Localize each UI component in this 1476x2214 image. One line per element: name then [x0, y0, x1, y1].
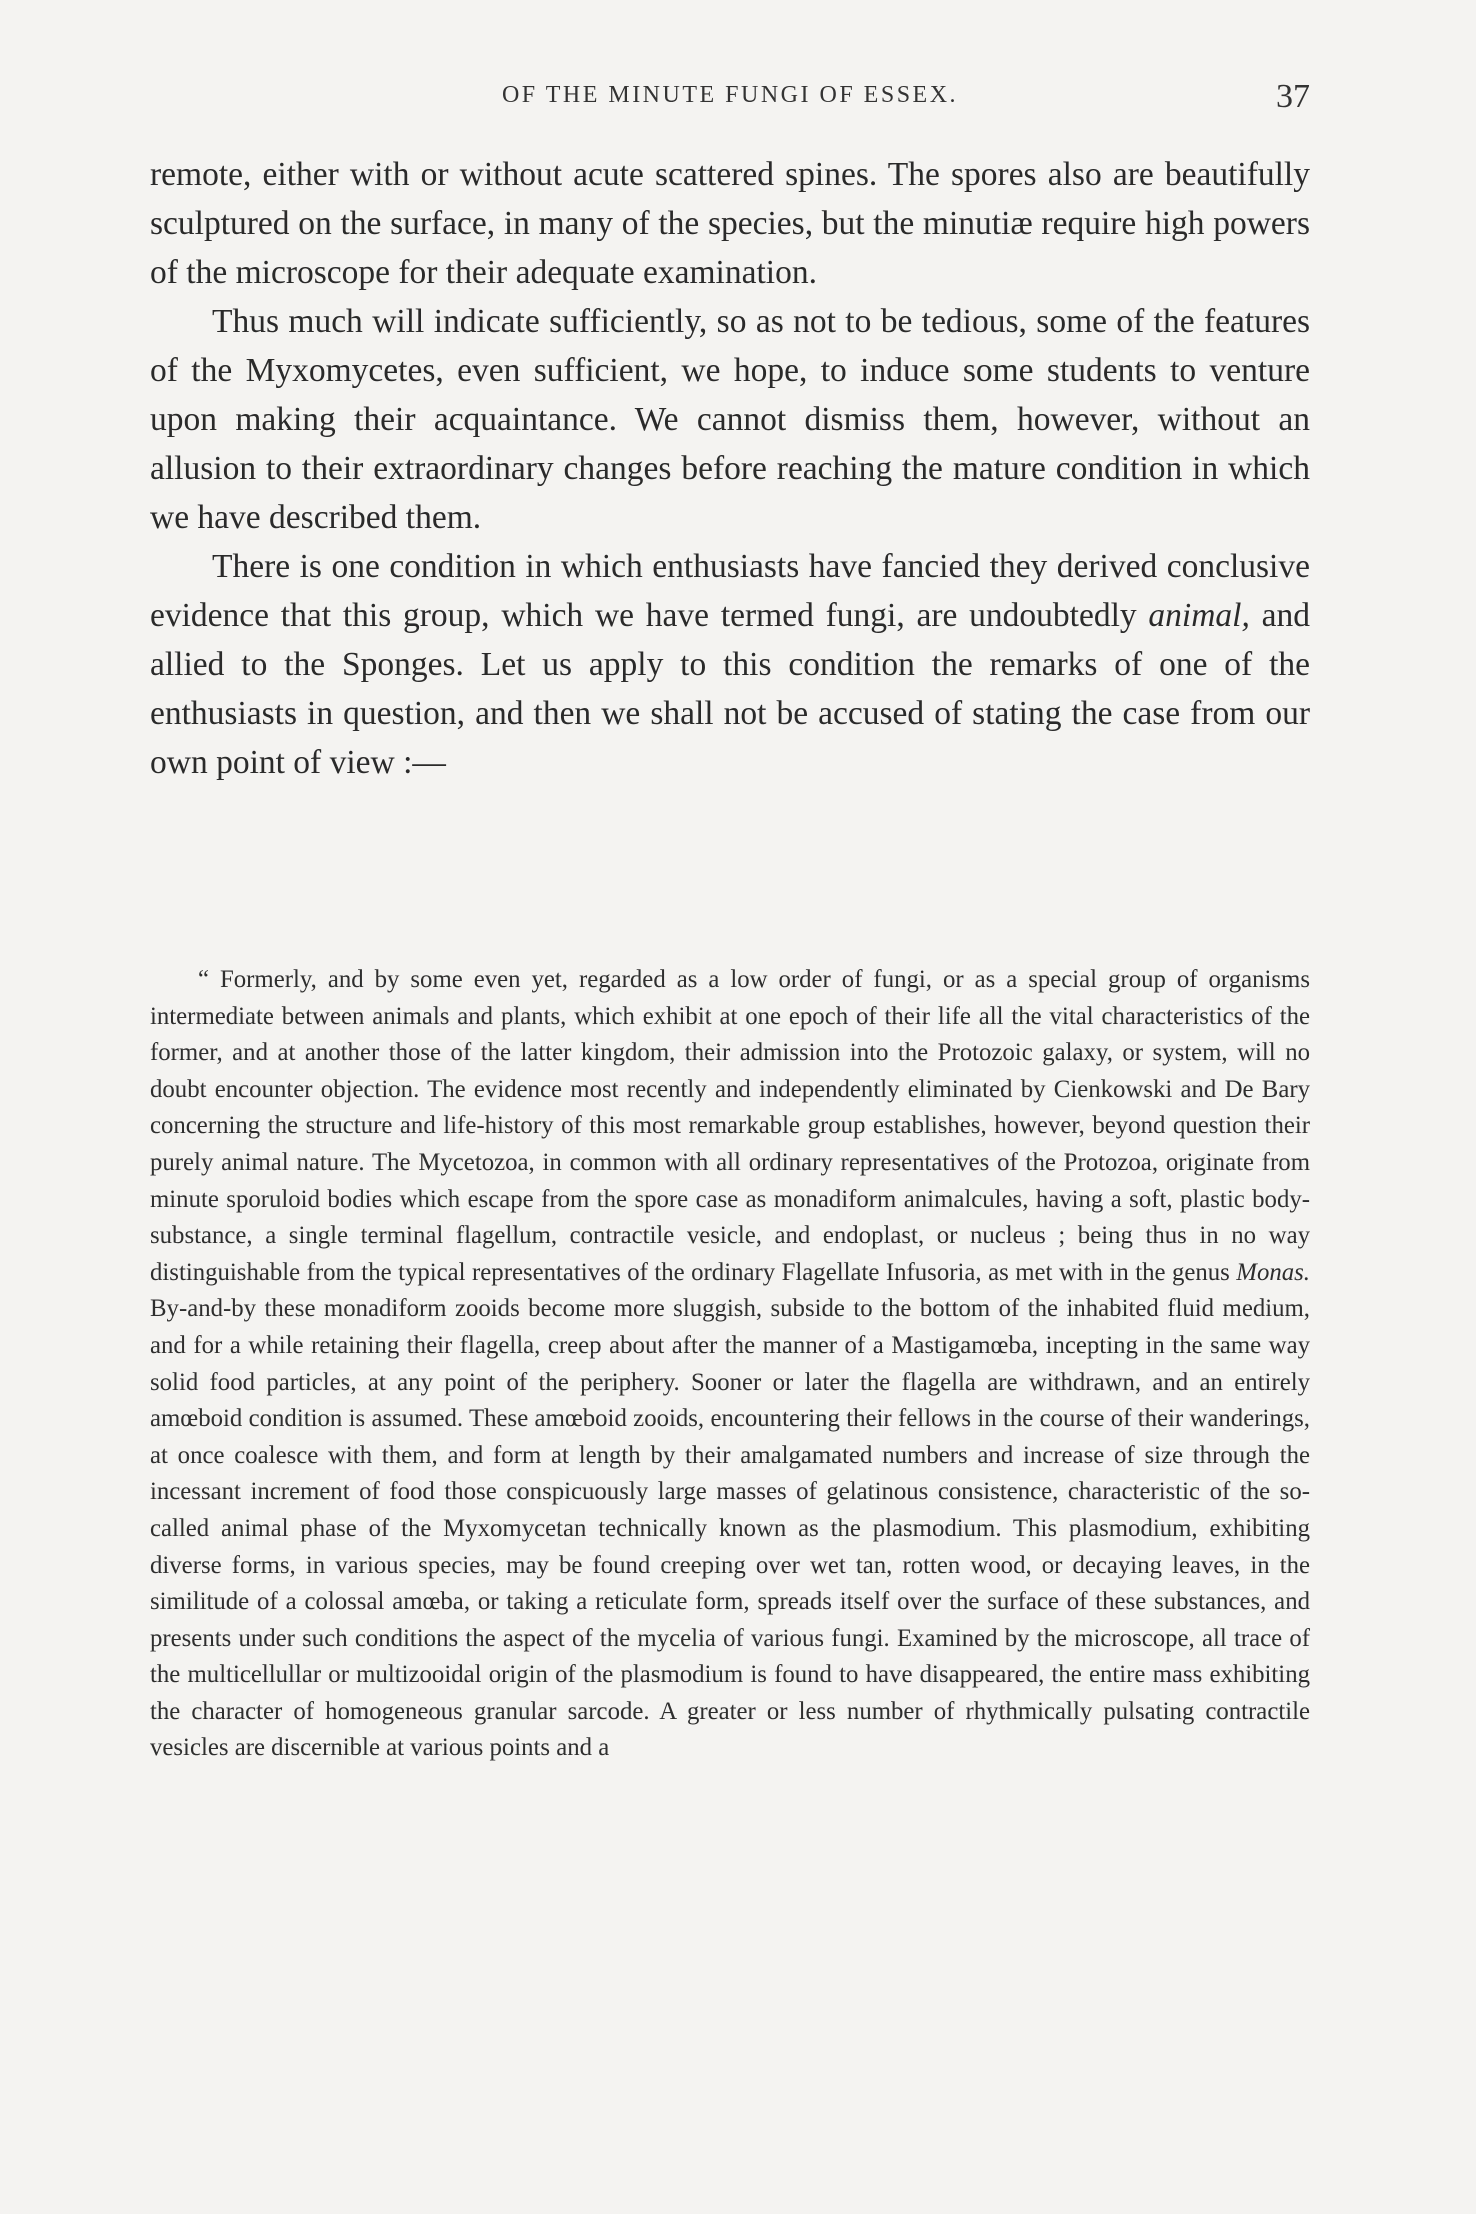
- italic-genus: Monas.: [1236, 1258, 1310, 1286]
- quotation-text-part: By-and-by these monadiform zooids become more sluggish, subside to the bottom of the inhabited fluid medium, and for a while retaining their flagella, creep about after the manner of a Mastigamœba, incepting in the same way solid food particles, at any point of the periphery. Sooner or later the flagella are withdrawn, and an entirely amœboid condition is assumed. These amœboid zooids, encountering their fellows in the course of their wanderings, at once coalesce with them, and form at length by their amalgamated numbers and increase of size through the incessant increment of food those conspicuously large masses of gelatinous consistence, characteristic of the so-called animal phase of the Myxomycetan technically known as the plasmodium. This plasmodium, exhibiting diverse forms, in various species, may be found creeping over wet tan, rotten wood, or decaying leaves, in the similitude of a colossal amœba, or taking a reticulate form, spreads itself over the surface of these substances, and presents under such conditions the aspect of the mycelia of various fungi. Examined by the microscope, all trace of the multicellullar or multizooidal origin of the plasmodium is found to have disappeared, the entire mass exhibiting the character of homogeneous granular sarcode. A greater or less number of rhythmically pulsating contractile vesicles are discernible at various points and a: [150, 1295, 1310, 1762]
- paragraph-text-part: and allied to the Sponges. Let us apply to this condition the remarks of one of the enthusiasts in question, and then we shall not be accused of stating the case from our own point of view :—: [150, 597, 1310, 781]
- body-text: [150, 150, 1310, 787]
- quotation-text-part: “ Formerly, and by some even yet, regarded as a low order of fungi, or as a special group of organisms intermediate between animals and plants, which exhibit at one epoch of their life all the vital characteristics of the former, and at another those of the latter kingdom, their admission into the Protozoic galaxy, or system, will no doubt encounter objection. The evidence most recently and independently eliminated by Cienkowski and De Bary concerning the structure and life-history of this most remarkable group establishes, however, beyond question their purely animal nature. The Mycetozoa, in common with all ordinary representatives of the Protozoa, originate from minute sporuloid bodies which escape from the spore case as monadiform animalcules, having a soft, plastic body-substance, a single terminal flagellum, contractile vesicle, and endoplast, or nucleus ; being thus in no way distinguishable from the typical representatives of the ordinary Flagellate Infusoria, as met with in the genus: [150, 966, 1310, 1286]
- paragraph-continuation: remote, either with or without acute scattered spines. The spores also are beautifully sculptured on the surface, in many of the species, but the minutiæ require high powers of the microscope for their adequate examination.: [150, 156, 1310, 291]
- block-quotation: [150, 962, 1310, 1767]
- page-number: 37: [1276, 78, 1310, 115]
- quotation-paragraph: [150, 962, 1310, 1767]
- italic-term: animal,: [1148, 597, 1250, 634]
- paragraph-text-part: There is one condition in which enthusiasts have fancied they derived conclusive evidence that this group, which we have termed fungi, are undoubtedly: [150, 548, 1310, 634]
- paragraph-myxomycetes-features: Thus much will indicate sufficiently, so as not to be tedious, some of the features of the Myxomycetes, even sufficient, we hope, to induce some students to venture upon making their acquaintance. We cannot dismiss them, however, without an allusion to their extraordinary changes before reaching the mature condition in which we have described them.: [150, 303, 1310, 536]
- paragraph-enthusiasts: [150, 542, 1310, 787]
- running-title: OF THE MINUTE FUNGI OF ESSEX.: [501, 82, 959, 108]
- running-head: [150, 78, 1310, 122]
